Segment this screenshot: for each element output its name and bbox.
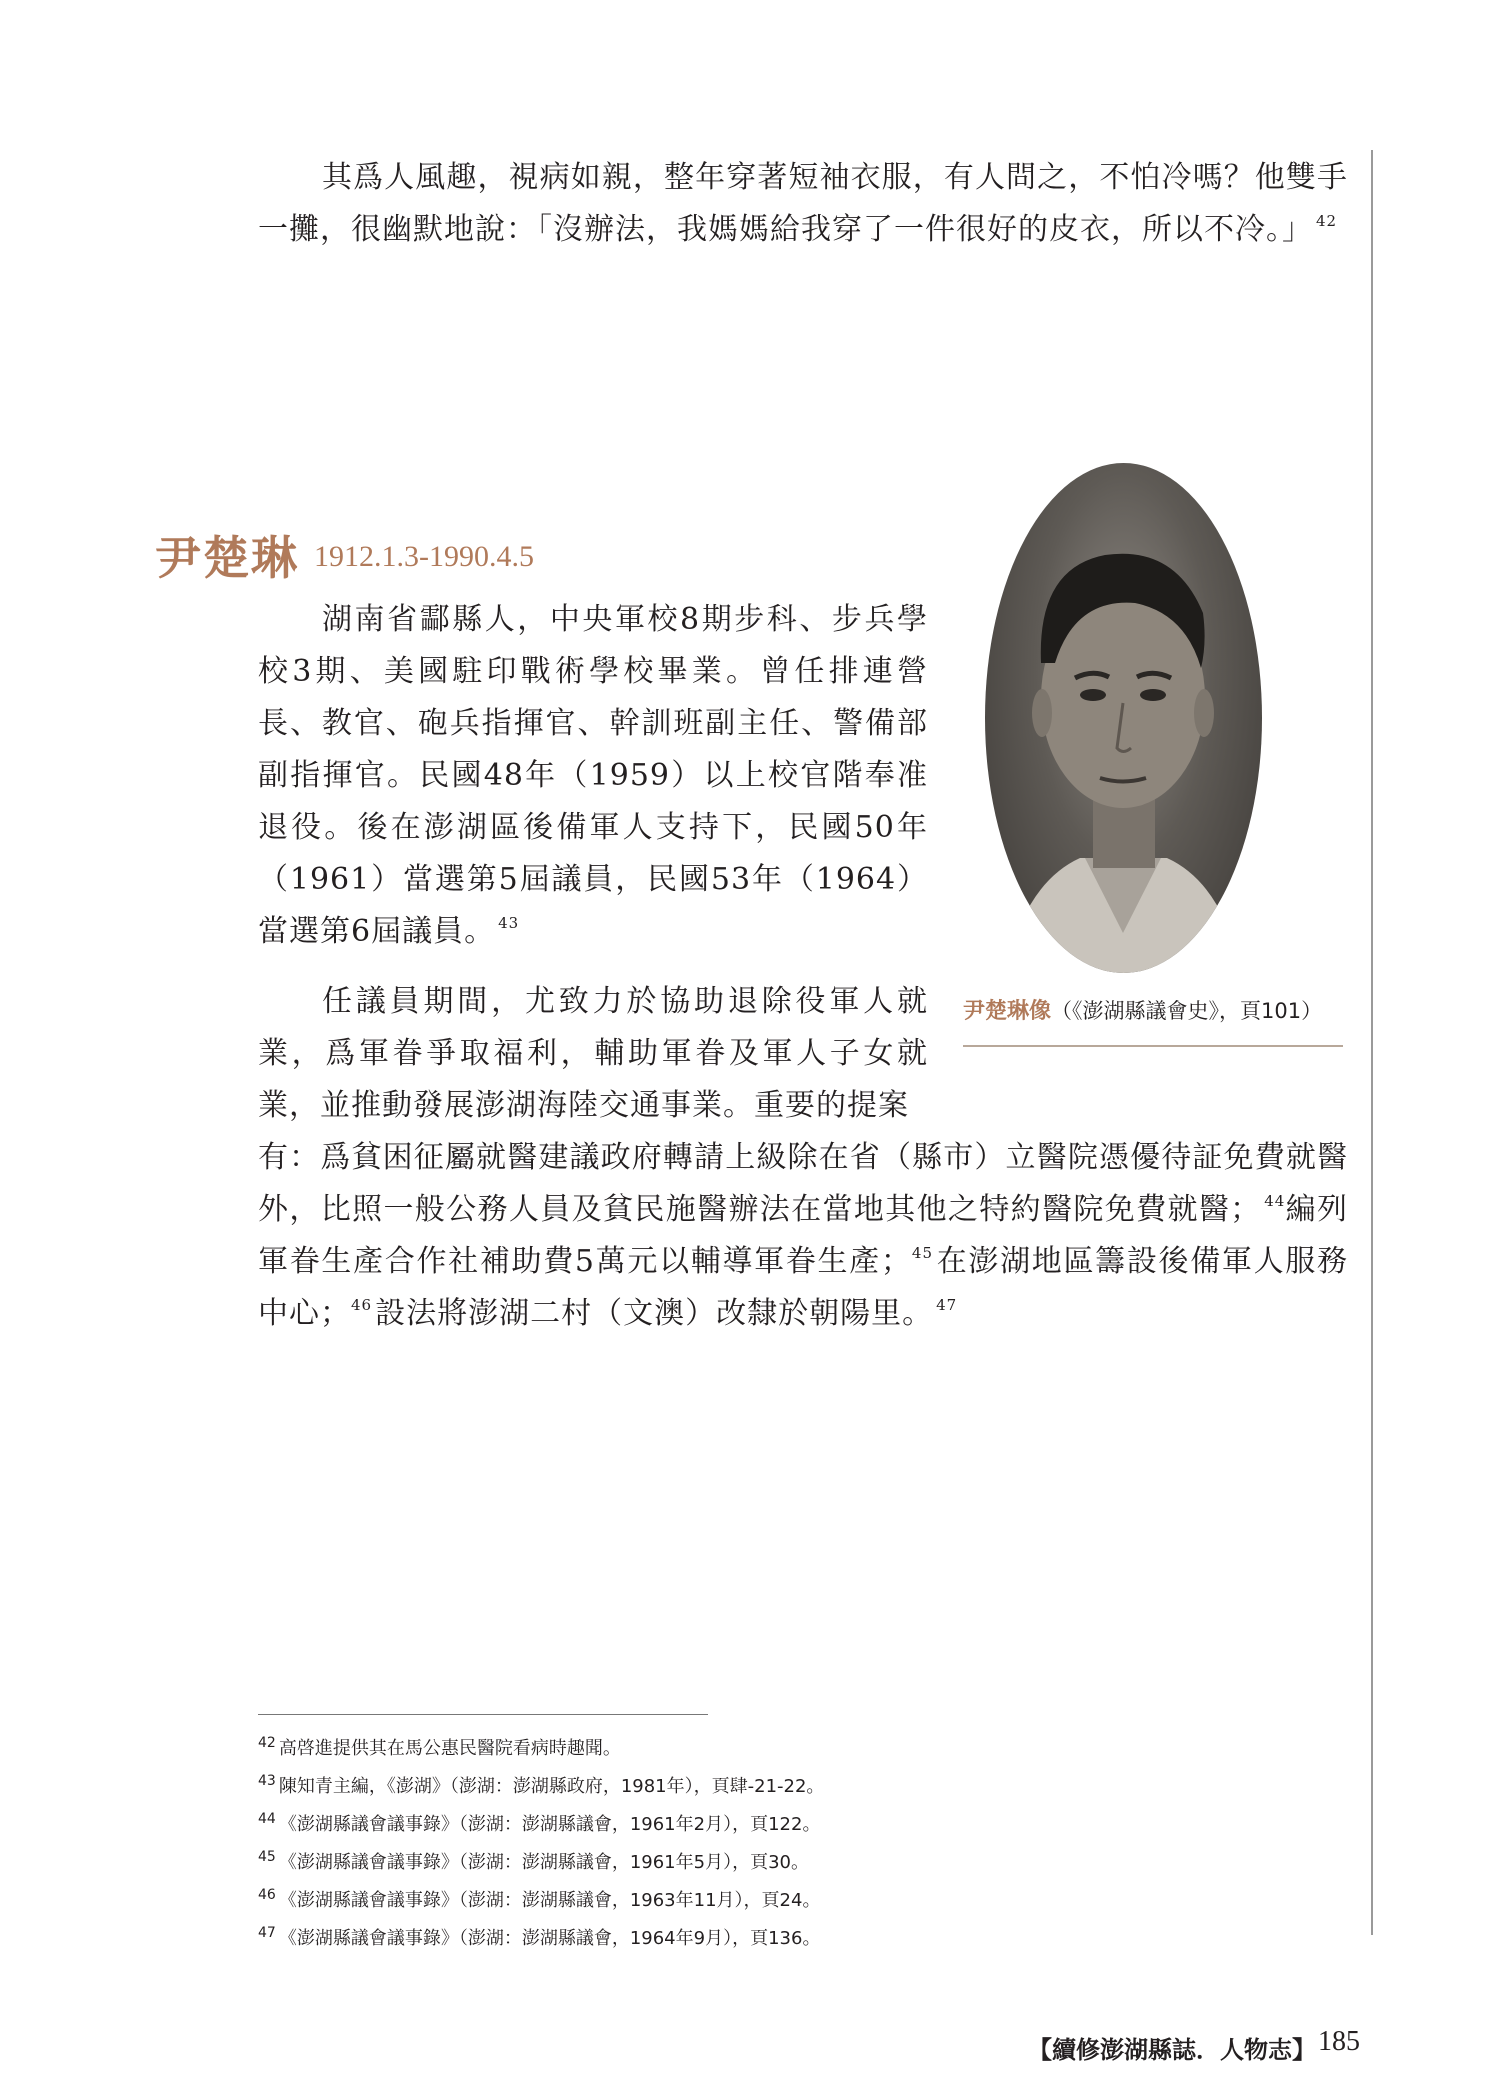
footnote — [258, 1765, 1338, 1803]
paragraph-duties — [258, 976, 928, 1132]
footnote-number: 42 — [258, 1735, 276, 1751]
footnote-ref: 47 — [936, 1296, 958, 1314]
footnote-text: 陳知青主編，《澎湖》（澎湖：澎湖縣政府，1981年），頁肆-21-22。 — [278, 1776, 825, 1797]
page-number: 185 — [1318, 2026, 1360, 2057]
footnote — [258, 1727, 1338, 1765]
footnote-text: 高啓進提供其在馬公惠民醫院看病時趣聞。 — [278, 1738, 621, 1759]
footnote-ref: 44 — [1264, 1192, 1286, 1210]
footnote-text: 《澎湖縣議會議事錄》（澎湖：澎湖縣議會，1961年5月），頁30。 — [278, 1852, 809, 1873]
footnote — [258, 1841, 1338, 1879]
paragraph-anecdote — [258, 152, 1348, 256]
footnote-text: 《澎湖縣議會議事錄》（澎湖：澎湖縣議會，1963年11月），頁24。 — [278, 1890, 821, 1911]
entry-name: 尹楚琳 — [155, 531, 299, 585]
paragraph-text: 其爲人風趣，視病如親，整年穿著短袖衣服，有人問之，不怕冷嗎？他雙手一攤，很幽默地說：「沒辦法，我媽媽給我穿了一件很好的皮衣，所以不冷。」 — [258, 160, 1348, 247]
footnote — [258, 1879, 1338, 1917]
footnote-number: 44 — [258, 1811, 276, 1827]
footnote-text: 《澎湖縣議會議事錄》（澎湖：澎湖縣議會，1961年2月），頁122。 — [278, 1814, 821, 1835]
footnote-ref: 45 — [911, 1244, 934, 1262]
duties-text: 任議員期間，尤致力於協助退除役軍人就業，爲軍眷爭取福利，輔助軍眷及軍人子女就業，並推動發展澎湖海陸交通事業。重要的提案 — [258, 984, 928, 1123]
caption-name: 尹楚琳像 — [963, 999, 1052, 1024]
entry-dates: 1912.1.3-1990.4.5 — [314, 540, 534, 573]
proposal-text: 有：爲貧困征屬就醫建議政府轉請上級除在省（縣市）立醫院憑優待証免費就醫外，比照一般公務人員及貧民施醫辦法在當地其他之特約醫院免費就醫； — [258, 1140, 1348, 1227]
biography-text: 湖南省酃縣人，中央軍校8期步科、步兵學校3期、美國駐印戰術學校畢業。曾任排連營長、教官、砲兵指揮官、幹訓班副主任、警備部副指揮官。民國48年（1959）以上校官階奉准退役。後在澎湖區後備軍人支持下，民國50年（1961）當選第5屆議員，民國53年（1964）當選第6屆議員。 — [258, 602, 928, 949]
footnote — [258, 1917, 1338, 1955]
portrait-photo — [985, 463, 1262, 973]
running-head: 【續修澎湖縣誌．人物志】 — [1028, 2035, 1316, 2064]
footnote-ref: 43 — [498, 914, 520, 932]
paragraph-biography — [258, 594, 928, 958]
proposal-text: 在澎湖地區籌設後備軍人服務中心； — [258, 1244, 1349, 1331]
footnote-number: 47 — [258, 1925, 276, 1941]
caption-source: （《澎湖縣議會史》，頁101） — [1051, 999, 1323, 1023]
proposal-text: 設法將澎湖二村（文澳）改隸於朝陽里。 — [375, 1296, 934, 1331]
photo-caption — [963, 994, 1322, 1025]
footnote — [258, 1803, 1338, 1841]
footnote-text: 《澎湖縣議會議事錄》（澎湖：澎湖縣議會，1964年9月），頁136。 — [278, 1928, 821, 1949]
margin-rule — [1371, 150, 1373, 1935]
footnote-divider — [258, 1714, 708, 1715]
footnote-number: 46 — [258, 1887, 276, 1903]
footnote-ref: 42 — [1316, 212, 1338, 230]
paragraph-proposals — [258, 1132, 1348, 1340]
footnote-number: 43 — [258, 1773, 276, 1789]
caption-divider — [963, 1045, 1343, 1047]
footnote-ref: 46 — [351, 1296, 373, 1314]
proposal-text: 編列軍眷生產合作社補助費5萬元以輔導軍眷生產； — [258, 1192, 1349, 1279]
footnote-number: 45 — [258, 1849, 276, 1865]
footnotes — [258, 1727, 1338, 1955]
